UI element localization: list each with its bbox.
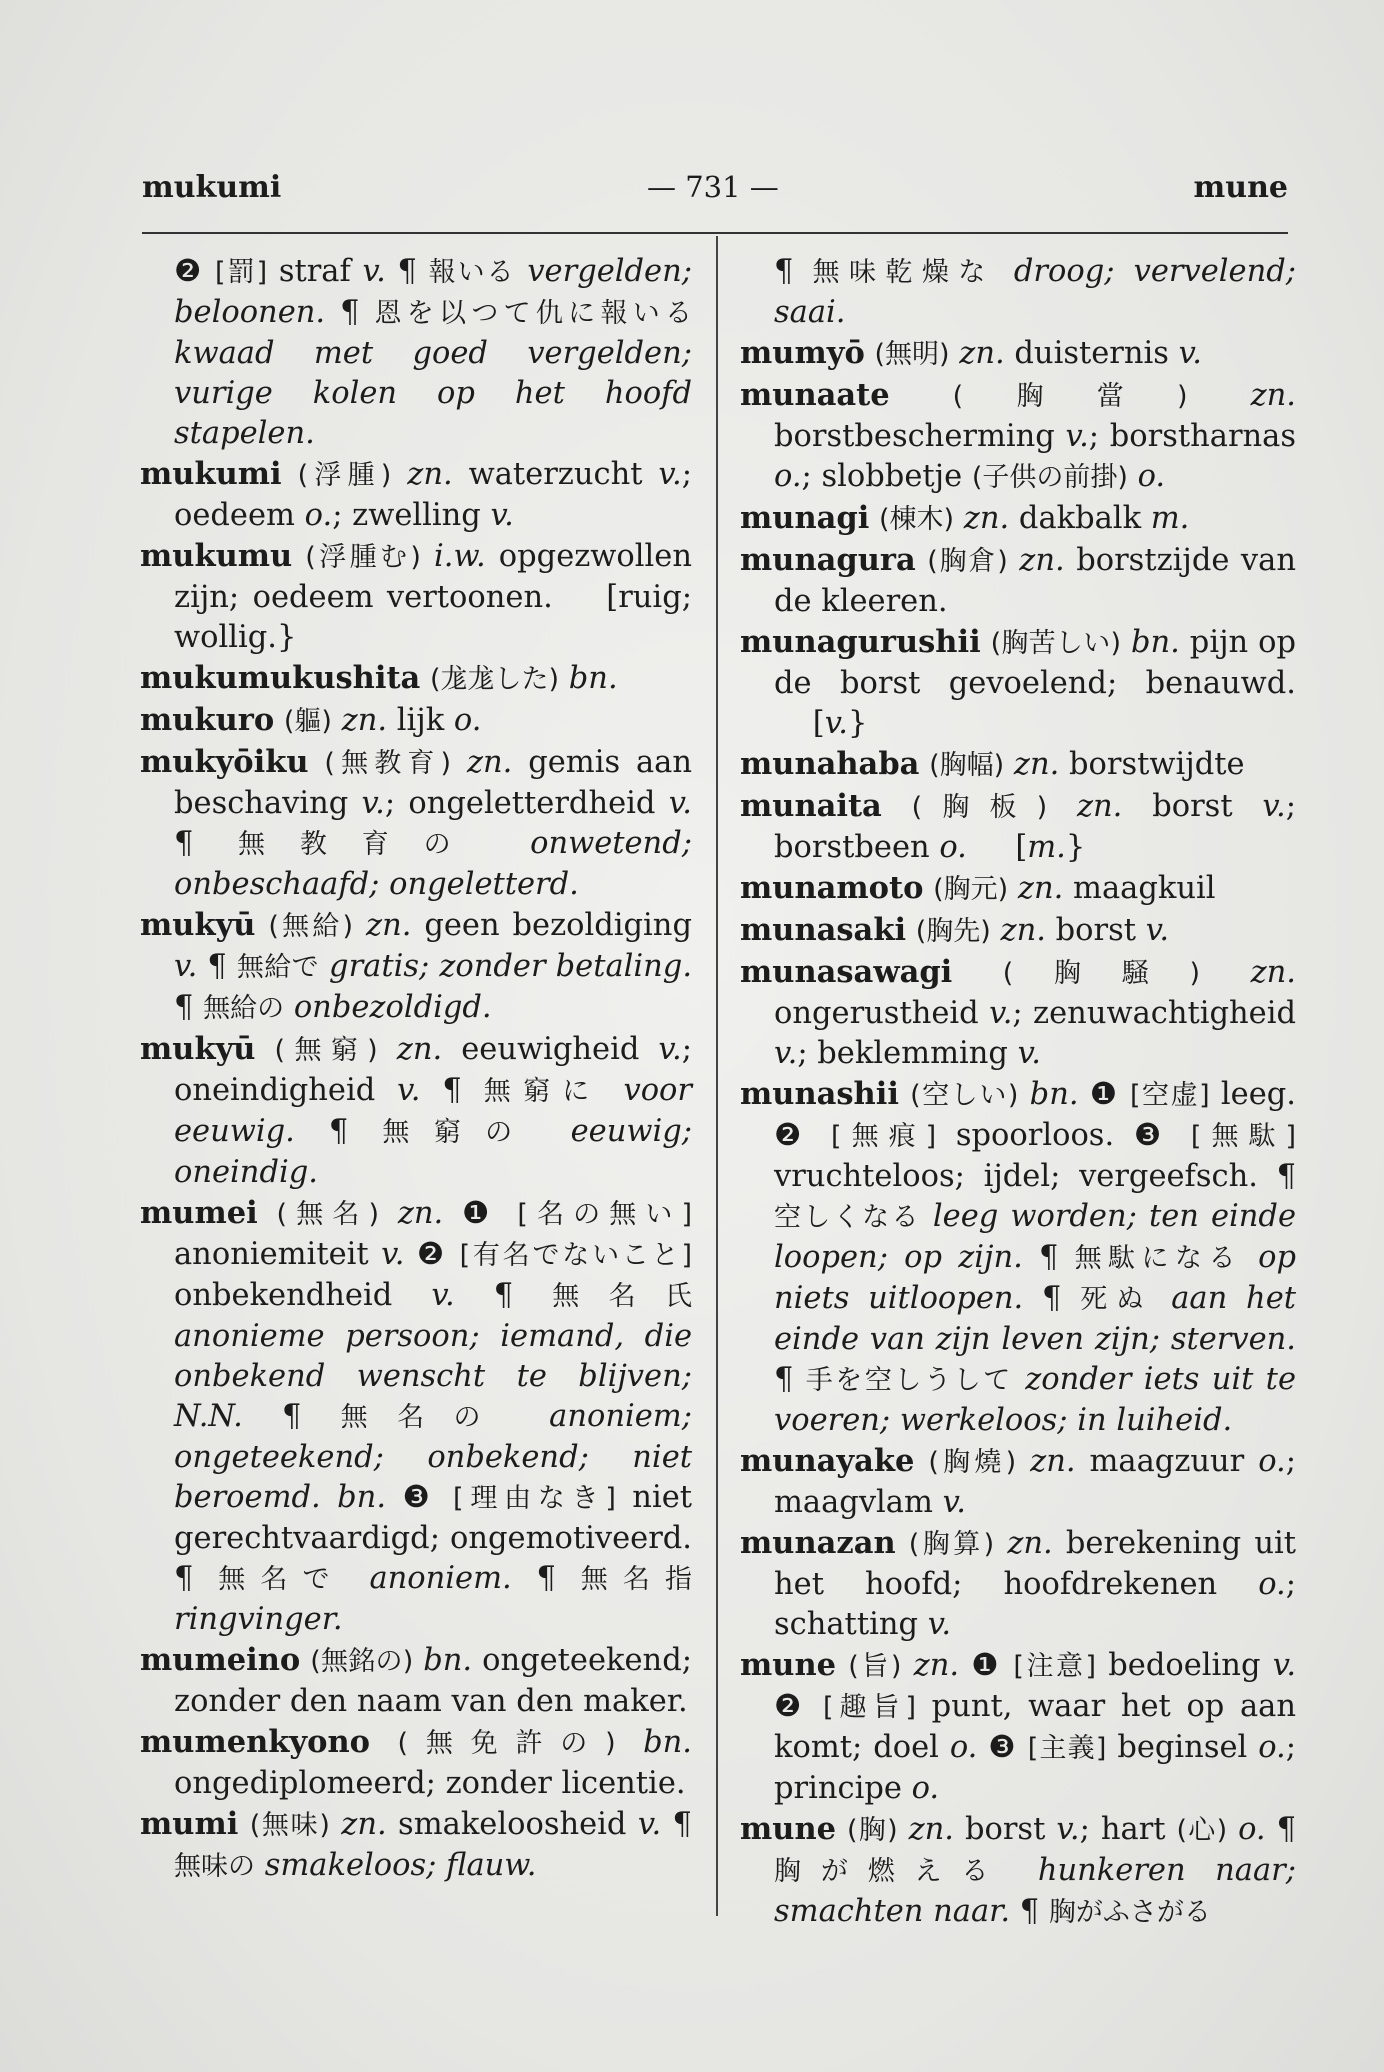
dictionary-entry: munazan (胸算) zn. berekening uit het hoofd; hoofdrekenen o.; schatting v.	[740, 1525, 1296, 1642]
header-rule	[142, 232, 1288, 234]
dictionary-entry: munasawagi (胸騒) zn. ongerustheid v.; zenuwachtigheid v.; beklemming v.	[740, 954, 1296, 1071]
dictionary-entry: mukumu (浮腫む) i.w. opgezwollen zijn; oedeem vertoonen. [ruig; wollig.}	[140, 538, 692, 655]
page-number: — 731 —	[647, 170, 779, 204]
dictionary-entry: mukyū (無窮) zn. eeuwigheid v.; oneindigheid v. ¶ 無窮に voor eeuwig. ¶ 無窮の eeuwig; oneindig.	[140, 1031, 693, 1190]
dictionary-entry: mukyōiku (無教育) zn. gemis aan beschaving v.; ongeletterdheid v. ¶ 無教育の onwetend; onbeschaafd; ongeletterd.	[140, 744, 692, 902]
running-head	[142, 170, 1288, 210]
dictionary-entry: mumyō (無明) zn. duisternis v.	[740, 335, 1202, 371]
dictionary-entry: mumi (無味) zn. smakeloosheid v. ¶ 無味の smakeloos; flauw.	[140, 1806, 692, 1883]
dictionary-entry: munashii (空しい) bn. ❶ [空虚] leeg. ❷ [無痕] spoorloos. ❸ [無駄] vruchteloos; ijdel; vergeefsch. ¶ 空しくなる leeg worden; ten einde loopen; op zijn. ¶ 無駄になる op niets uitloopen. ¶ 死ぬ aan het einde van zijn leven zijn; sterven. ¶ 手を空しうして zonder iets uit te voeren; werkeloos; in luiheid.	[740, 1076, 1297, 1438]
dictionary-entry: mukyū (無給) zn. geen bezoldiging v. ¶ 無給で gratis; zonder betaling. ¶ 無給の onbezoldigd.	[140, 907, 693, 1025]
dictionary-entry: mune (旨) zn. ❶ [注意] bedoeling v. ❷ [趣旨] punt, waar het op aan komt; doel o. ❸ [主義] beginsel o.; principe o.	[740, 1647, 1297, 1806]
dictionary-entry: munagura (胸倉) zn. borstzijde van de kleeren.	[740, 542, 1296, 619]
dictionary-entry: mukumi (浮腫) zn. waterzucht v.; oedeem o.; zwelling v.	[140, 456, 693, 533]
head-word-right: mune	[1193, 170, 1288, 205]
dictionary-entry: ¶ 無味乾燥な droog; vervelend; saai.	[774, 254, 1297, 330]
dictionary-entry: ❷ [罰] straf v. ¶ 報いる vergelden; beloonen. ¶ 恩を以つて仇に報いる kwaad met goed vergelden; vurige kolen op het hoofd stapelen.	[174, 254, 693, 451]
dictionary-entry: mumeino (無銘の) bn. ongeteekend; zonder den naam van den maker.	[140, 1642, 692, 1719]
dictionary-entry: munasaki (胸先) zn. borst v.	[740, 912, 1170, 948]
dictionary-entry: munahaba (胸幅) zn. borstwijdte	[740, 746, 1245, 782]
right-column	[740, 252, 1296, 1933]
dictionary-entry: munamoto (胸元) zn. maagkuil	[740, 870, 1216, 906]
column-divider	[716, 236, 718, 1916]
dictionary-entry: mukuro (軀) zn. lijk o.	[140, 702, 482, 738]
dictionary-entry: mune (胸) zn. borst v.; hart (心) o. ¶ 胸が燃える hunkeren naar; smachten naar. ¶ 胸がふさがる	[740, 1811, 1297, 1929]
dictionary-entry: munagi (棟木) zn. dakbalk m.	[740, 500, 1190, 536]
dictionary-entry: munayake (胸燒) zn. maagzuur o.; maagvlam v.	[740, 1443, 1297, 1520]
dictionary-entry: munagurushii (胸苦しい) bn. pijn op de borst gevoelend; benauwd. [v.}	[740, 624, 1297, 741]
dictionary-entry: munaita (胸板) zn. borst v.; borstbeen o. [m.}	[740, 788, 1296, 865]
dictionary-entry: munaate (胸當) zn. borstbescherming v.; borstharnas o.; slobbetje (子供の前掛) o.	[740, 377, 1297, 494]
dictionary-entry: mumenkyono (無免許の) bn. ongediplomeerd; zonder licentie.	[140, 1724, 692, 1801]
dictionary-entry: mumei (無名) zn. ❶ [名の無い] anoniemiteit v. ❷ [有名でないこと] onbekendheid v. ¶ 無名氏 anonieme persoon; iemand, die onbekend wenscht te blijven; N.N. ¶ 無名の anoniem; ongeteekend; onbekend; niet beroemd. bn. ❸ [理由なき] niet gerechtvaardigd; ongemotiveerd. ¶ 無名で anoniem. ¶ 無名指 ringvinger.	[140, 1195, 693, 1637]
dictionary-entry: mukumukushita (尨尨した) bn.	[140, 660, 618, 696]
head-word-left: mukumi	[142, 170, 282, 205]
left-column	[140, 252, 692, 1887]
